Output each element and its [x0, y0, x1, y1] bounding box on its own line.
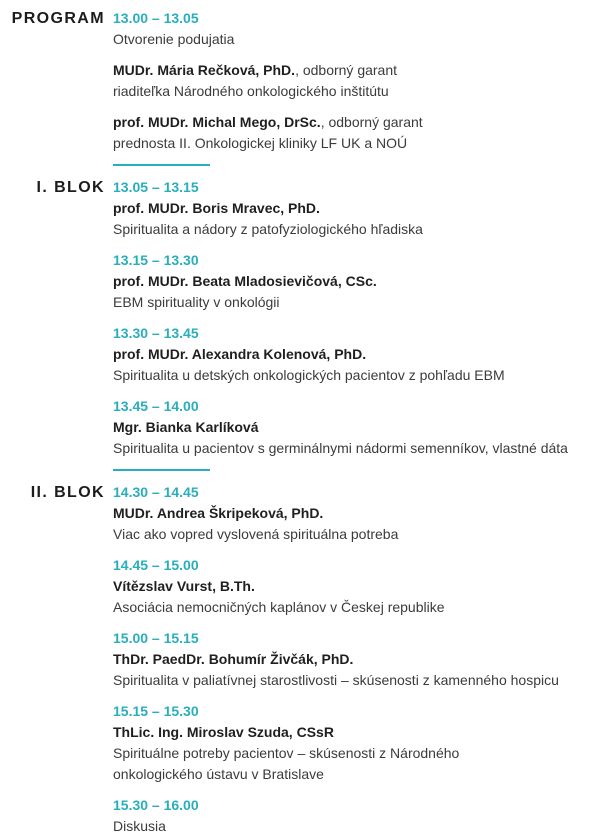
entry-description: Viac ako vopred vyslovená spirituálna potreba [113, 526, 399, 542]
entry-time: 13.05 – 13.15 [113, 179, 199, 195]
schedule-entry [113, 250, 600, 313]
speaker-role: , odborný garant [295, 62, 398, 78]
schedule-entry [113, 112, 600, 154]
speaker-name: ThDr. PaedDr. Bohumír Živčák, PhD. [113, 651, 354, 667]
section-content [113, 177, 600, 482]
section-label-blok-2: II. BLOK [30, 484, 105, 501]
speaker-affiliation: riaditeľka Národného onkologického inštitútu [113, 83, 389, 99]
entry-description-line-2: onkologického ústavu v Bratislave [113, 766, 324, 782]
section-content [113, 482, 600, 837]
entry-description: Spiritualita u pacientov s germinálnymi nádormi semenníkov, vlastné dáta [113, 440, 568, 456]
entry-description: Spiritualita u detských onkologických pacientov z pohľadu EBM [113, 367, 505, 383]
entry-description: Diskusia [113, 818, 166, 834]
entry-description: Otvorenie podujatia [113, 31, 235, 47]
speaker-role: , odborný garant [320, 114, 423, 130]
schedule-entry [113, 628, 600, 691]
speaker-name: prof. MUDr. Michal Mego, DrSc. [113, 114, 321, 130]
section-program [0, 8, 600, 177]
speaker-line [113, 112, 600, 133]
speaker-name: ThLic. Ing. Miroslav Szuda, CSsR [113, 724, 334, 740]
speaker-name: MUDr. Andrea Škripeková, PhD. [113, 505, 324, 521]
section-blok-2 [0, 482, 600, 837]
speaker-name: prof. MUDr. Beata Mladosievičová, CSc. [113, 273, 377, 289]
entry-description: Spirituálne potreby pacientov – skúsenosti z Národného [113, 745, 460, 761]
section-label-blok-1: I. BLOK [36, 179, 105, 196]
speaker-name: Mgr. Bianka Karlíková [113, 419, 259, 435]
entry-time: 13.00 – 13.05 [113, 10, 199, 26]
entry-time: 13.15 – 13.30 [113, 252, 199, 268]
section-divider [113, 164, 210, 166]
schedule-entry [113, 482, 600, 545]
entry-description: Spiritualita v paliatívnej starostlivosti – skúsenosti z kamenného hospicu [113, 672, 559, 688]
schedule-entry [113, 795, 600, 837]
entry-time: 14.30 – 14.45 [113, 484, 199, 500]
entry-time: 15.00 – 15.15 [113, 630, 199, 646]
speaker-name: Vítězslav Vurst, B.Th. [113, 578, 255, 594]
section-content [113, 8, 600, 177]
schedule-entry [113, 8, 600, 50]
section-blok-1 [0, 177, 600, 482]
schedule-entry [113, 396, 600, 459]
section-label-program: PROGRAM [11, 10, 105, 27]
speaker-name: prof. MUDr. Alexandra Kolenová, PhD. [113, 346, 367, 362]
entry-time: 13.30 – 13.45 [113, 325, 199, 341]
speaker-line [113, 60, 600, 81]
entry-description: Asociácia nemocničných kaplánov v Českej republike [113, 599, 445, 615]
entry-time: 15.15 – 15.30 [113, 703, 199, 719]
section-divider [113, 469, 210, 471]
speaker-affiliation: prednosta II. Onkologickej kliniky LF UK a NOÚ [113, 135, 408, 151]
entry-time: 15.30 – 16.00 [113, 797, 199, 813]
entry-time: 13.45 – 14.00 [113, 398, 199, 414]
speaker-name: prof. MUDr. Boris Mravec, PhD. [113, 200, 320, 216]
schedule-entry [113, 555, 600, 618]
entry-description: Spiritualita a nádory z patofyziologického hľadiska [113, 221, 423, 237]
schedule-entry [113, 323, 600, 386]
entry-description: EBM spirituality v onkológii [113, 294, 280, 310]
entry-time: 14.45 – 15.00 [113, 557, 199, 573]
speaker-name: MUDr. Mária Rečková, PhD. [113, 62, 296, 78]
schedule-entry [113, 177, 600, 240]
schedule-entry [113, 701, 600, 785]
schedule-entry [113, 60, 600, 102]
